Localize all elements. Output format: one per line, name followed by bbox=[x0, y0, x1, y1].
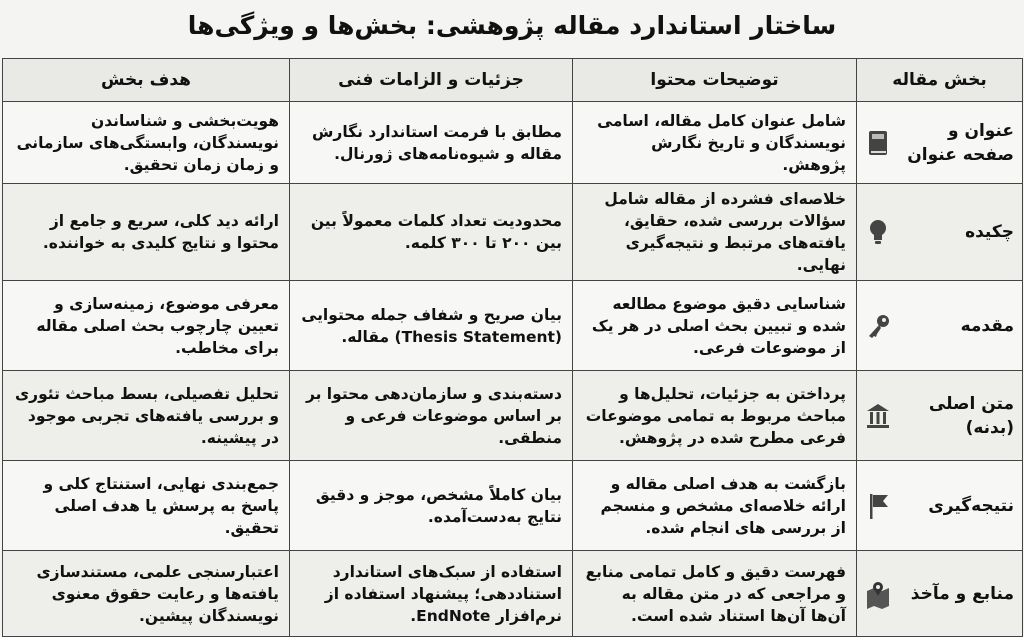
section-name: مقدمه bbox=[960, 315, 1014, 336]
book-icon bbox=[865, 128, 891, 158]
table-row bbox=[3, 461, 1023, 551]
details-cell: بیان صریح و شفاف جمله محتوایی (Thesis Statement) مقاله. bbox=[290, 281, 573, 371]
lightbulb-icon bbox=[865, 217, 891, 247]
table-row bbox=[3, 184, 1023, 281]
description-cell: بازگشت به هدف اصلی مقاله و ارائه خلاصه‌ای مشخص و منسجم از بررسی های انجام شده. bbox=[573, 461, 857, 551]
goal-cell: اعتبارسنجی علمی، مستندسازی یافته‌ها و رعایت حقوق معنوی نویسندگان پیشین. bbox=[3, 551, 290, 637]
header-details: جزئیات و الزامات فنی bbox=[290, 59, 573, 102]
table-header-row bbox=[3, 59, 1023, 102]
description-cell: شناسایی دقیق موضوع مطالعه شده و تبیین بحث اصلی در هر یک از موضوعات فرعی. bbox=[573, 281, 857, 371]
goal-cell: جمع‌بندی نهایی، استنتاج کلی و پاسخ به پرسش یا هدف اصلی تحقیق. bbox=[3, 461, 290, 551]
section-name: چکیده bbox=[965, 222, 1014, 242]
table-row bbox=[3, 551, 1023, 637]
goal-cell: هویت‌بخشی و شناساندن نویسندگان، وابستگی‌های سازمانی و زمان زمان تحقیق. bbox=[3, 102, 290, 184]
section-cell bbox=[857, 281, 1023, 371]
section-cell bbox=[857, 184, 1023, 281]
section-cell bbox=[857, 371, 1023, 461]
table-row bbox=[3, 371, 1023, 461]
header-description: توضیحات محتوا bbox=[573, 59, 857, 102]
section-cell bbox=[857, 102, 1023, 184]
pillars-icon bbox=[865, 401, 891, 431]
details-cell: استفاده از سبک‌های استاندارد استناددهی؛ پیشنهاد استفاده از نرم‌افزار EndNote. bbox=[290, 551, 573, 637]
table-row bbox=[3, 281, 1023, 371]
article-structure-table bbox=[2, 58, 1023, 637]
table-row bbox=[3, 102, 1023, 184]
page-title: ساختار استاندارد مقاله پژوهشی: بخش‌ها و ویژگی‌ها bbox=[187, 11, 837, 40]
details-cell: دسته‌بندی و سازمان‌دهی محتوا بر بر اساس موضوعات فرعی و منطقی. bbox=[290, 371, 573, 461]
header-goal: هدف بخش bbox=[3, 59, 290, 102]
header-section: بخش مقاله bbox=[857, 59, 1023, 102]
section-name: نتیجه‌گیری bbox=[928, 495, 1014, 516]
details-cell: مطابق با فرمت استاندارد نگارش مقاله و شیوه‌نامه‌های ژورنال. bbox=[290, 102, 573, 184]
goal-cell: تحلیل تفصیلی، بسط مباحث تئوری و بررسی یافته‌های تجربی موجود در پیشینه. bbox=[3, 371, 290, 461]
goal-cell: ارائه دید کلی، سریع و جامع از محتوا و نتایج کلیدی به خواننده. bbox=[3, 184, 290, 281]
key-icon bbox=[865, 311, 891, 341]
description-cell: پرداختن به جزئیات، تحلیل‌ها و مباحث مربوط به تمامی موضوعات فرعی مطرح شده در پژوهش. bbox=[573, 371, 857, 461]
flag-icon bbox=[865, 491, 891, 521]
map-icon bbox=[865, 579, 891, 609]
details-cell: بیان کاملاً مشخص، موجز و دقیق نتایج به‌دست‌آمده. bbox=[290, 461, 573, 551]
goal-cell: معرفی موضوع، زمینه‌سازی و تعیین چارچوب بحث اصلی مقاله برای مخاطب. bbox=[3, 281, 290, 371]
description-cell: فهرست دقیق و کامل تمامی منابع و مراجعی که در متن مقاله به آن‌ها آن‌ها استناد شده است. bbox=[573, 551, 857, 637]
section-name: متن اصلی (بدنه) bbox=[928, 393, 1014, 438]
description-cell: شامل عنوان کامل مقاله، اسامی نویسندگان و تاریخ نگارش پژوهش. bbox=[573, 102, 857, 184]
section-name: منابع و مآخذ bbox=[910, 583, 1014, 604]
details-cell: محدودیت تعداد کلمات معمولاً بین بین ۲۰۰ تا ۳۰۰ کلمه. bbox=[290, 184, 573, 281]
section-cell bbox=[857, 461, 1023, 551]
section-cell bbox=[857, 551, 1023, 637]
description-cell: خلاصه‌ای فشرده از مقاله شامل سؤالات بررسی شده، حقایق، یافته‌های مرتبط و نتیجه‌گیری نهایی. bbox=[573, 184, 857, 281]
section-name: عنوان و صفحه عنوان bbox=[907, 120, 1014, 165]
